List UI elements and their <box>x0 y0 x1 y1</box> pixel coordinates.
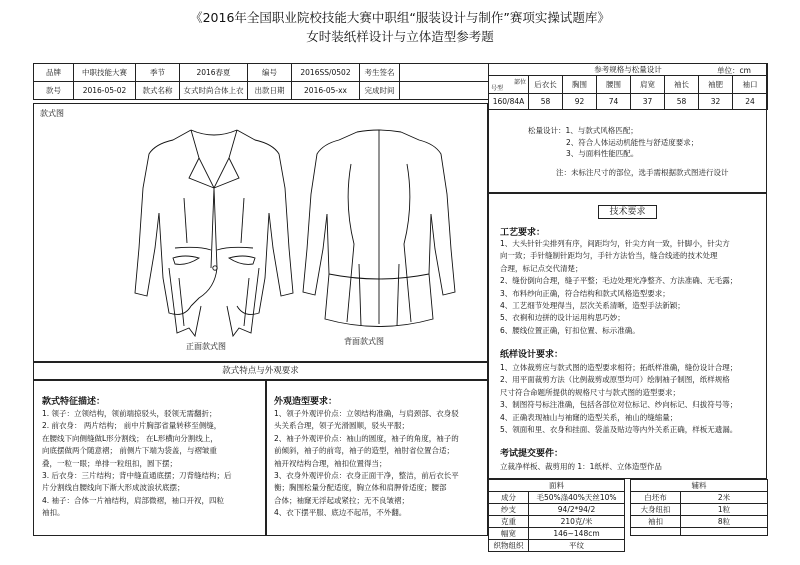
list-item: 1、大头针针尖排列有序，间距均匀，针尖方向一致，针脚小，针尖方 <box>500 239 730 248</box>
list-item: 2. 前衣身： 两片结构； 前中片胸部省量转移至侧缝， <box>42 421 222 431</box>
list-item: 6、腰线位置正确，钉扣位置、标示准确。 <box>500 325 640 335</box>
spec-column-header: 袖长 <box>665 76 699 94</box>
spec-table <box>488 63 768 110</box>
list-item: 1、立体裁剪应与款式图的造型要求相符；拓纸样准确，缝份设计合理； <box>500 363 738 372</box>
list-item: 1、领子外观评价点：立领结构准确，与肩颈部、衣身驳 <box>274 409 459 418</box>
list-item: 向一致；手针缝制针距均匀，手针方法恰当，缝合线迹的技术处理 <box>500 251 718 261</box>
features-left-list <box>42 408 232 520</box>
list-item: 向底摆做两个随意褶； 前侧片下端为袋盖，与褶皱重 <box>42 446 217 456</box>
accessories-header: 辅料 <box>631 480 768 492</box>
list-item: 3、制图符号标注准确，包括各部位对位标记、纱向标记、归拔符号等； <box>500 400 738 410</box>
list-item: 合理，标记点交代清楚； <box>500 263 583 273</box>
accessory-label: 袖扣 <box>631 516 681 528</box>
list-item: 袖扣。 <box>42 508 65 518</box>
accessory-value <box>681 528 768 536</box>
pattern-title: 纸样设计要求： <box>500 350 564 360</box>
fabric-value: 146~148cm <box>529 528 625 540</box>
accessory-value: 2米 <box>681 492 768 504</box>
info-label: 完成时间 <box>360 82 400 100</box>
spec-value: 32 <box>699 94 733 110</box>
list-item: 5、领面和里、衣身和挂面、袋盖及贴边等内外关系正确，样板无遗漏。 <box>500 425 738 435</box>
list-item: 叠，一粒一眼；单排一粒纽扣，圆下摆； <box>42 458 177 468</box>
submit-title: 考试提交要件： <box>500 449 564 459</box>
info-label: 季节 <box>136 64 180 82</box>
fabric-label: 成分 <box>489 492 529 504</box>
info-value: 2016春夏 <box>180 64 248 82</box>
spec-value: 37 <box>631 94 665 110</box>
back-drawing-caption: 背面款式图 <box>344 337 384 346</box>
spec-corner-bottom: 号型 <box>491 85 504 92</box>
ease-label: 松量设计： <box>528 126 566 135</box>
accessory-value: 8粒 <box>681 516 768 528</box>
list-item: 1. 领子：立领结构，领前端掠驳头，驳领无需翻折； <box>42 409 217 418</box>
list-item: 片分割线自腰线向下渐大形成波浪状底摆； <box>42 483 185 493</box>
info-value: 中职技能大赛 <box>74 64 136 82</box>
info-value: 2016-05-02 <box>74 82 136 100</box>
spec-column-header: 袖肥 <box>699 76 733 94</box>
list-item: 3、布料纱向正确，符合结构和款式风格造型要求； <box>500 288 670 298</box>
fabric-label: 克重 <box>489 516 529 528</box>
front-jacket-drawing <box>129 118 299 343</box>
tech-title-text: 技术要求 <box>598 205 656 219</box>
list-item: 4. 袖子：合体一片袖结构，肩部微褶，袖口开衩，四粒 <box>42 495 225 505</box>
accessory-value: 1粒 <box>681 504 768 516</box>
spec-column-header: 腰围 <box>597 76 631 94</box>
fabric-value: 94/2*94/2 <box>529 504 625 516</box>
spec-row-label: 160/84A <box>489 94 529 110</box>
features-right-title: 外观造型要求： <box>274 397 338 407</box>
info-value: 2016-05-xx <box>292 82 360 100</box>
spec-column-header: 胸围 <box>563 76 597 94</box>
list-item: 2、缝份倒向合理，缝子平整；毛边处理光净整齐、方法准确、无毛露； <box>500 276 738 286</box>
list-item: 3. 后衣身：三片结构；背中缝直通底摆；刀背缝结构；后 <box>42 471 232 481</box>
list-item: 尺寸符合命题所提供的规格尺寸与款式图的造型要求； <box>500 387 680 397</box>
ease-item: 2、符合人体运动机能性与舒适度要求； <box>566 137 699 147</box>
list-item: 在腰线下向侧缝做L形分割线； 在L形横向分割线上， <box>42 433 218 443</box>
features-left-title: 款式特征描述： <box>42 397 106 407</box>
submit-text: 立裁净样板、裁剪用的 1：1纸样、立体造型作品 <box>500 462 662 471</box>
info-label: 考生签名 <box>360 64 400 82</box>
accessory-label: 白坯布 <box>631 492 681 504</box>
info-label: 品牌 <box>34 64 74 82</box>
fabric-value: 平纹 <box>529 540 625 552</box>
ease-item: 3、与面料性能匹配。 <box>566 149 639 159</box>
fabric-header: 面料 <box>489 480 625 492</box>
list-item: 衡；胸围松量分配适度，胸立体和肩胛骨适度；腰部 <box>274 483 447 493</box>
info-label: 款号 <box>34 82 74 100</box>
features-header <box>33 362 488 380</box>
craft-title: 工艺要求： <box>500 228 546 238</box>
features-title: 款式特点与外观要求 <box>222 366 299 376</box>
list-item: 头关系合理，领子光滑圆顺，驳头平服； <box>274 421 409 431</box>
spec-value: 24 <box>733 94 768 110</box>
ease-note: 注：未标注尺寸的部位，选手需根据款式图进行设计 <box>556 168 729 177</box>
tech-section-title <box>488 204 767 217</box>
spec-value: 58 <box>665 94 699 110</box>
info-label: 出款日期 <box>248 82 292 100</box>
ease-item: 1、与款式风格匹配； <box>565 126 638 135</box>
list-item: 4、工艺细节处理得当，层次关系清晰，造型手法新颖； <box>500 301 685 311</box>
signature-field[interactable] <box>400 64 489 82</box>
list-item: 合体；袖窿无浮起或紧拉；无不良皱褶； <box>274 495 409 505</box>
list-item: 前倾斜，袖子的前弯，袖子的造型，袖肘省位置合适； <box>274 446 454 456</box>
spec-column-header: 袖口 <box>733 76 768 94</box>
info-value: 2016SS/0502 <box>292 64 360 82</box>
accessories-table <box>630 479 768 536</box>
fabric-table <box>488 479 625 552</box>
list-item: 袖开衩结构合理，袖扣位置得当； <box>274 458 387 468</box>
info-label: 款式名称 <box>136 82 180 100</box>
spec-column-header: 后衣长 <box>529 76 563 94</box>
page-title: 《2016年全国职业院校技能大赛中职组“服装设计与制作”赛项实操试题库》 <box>190 10 610 25</box>
spec-unit: 单位：cm <box>717 66 751 75</box>
fabric-label: 纱支 <box>489 504 529 516</box>
ease-design-block <box>528 125 698 160</box>
pattern-list <box>500 362 737 436</box>
fabric-label: 幅宽 <box>489 528 529 540</box>
craft-list <box>500 238 737 337</box>
back-jacket-drawing <box>299 124 459 344</box>
spec-value: 58 <box>529 94 563 110</box>
list-item: 4、衣下摆平服、底边不起吊，不外翻。 <box>274 508 407 518</box>
fabric-value: 210克/米 <box>529 516 625 528</box>
completion-time-field[interactable] <box>400 82 489 100</box>
fabric-value: 毛50%涤40%天丝10% <box>529 492 625 504</box>
list-item: 5、衣裥和边拼的设计运用构思巧妙； <box>500 313 625 323</box>
page-subtitle: 女时装纸样设计与立体造型参考题 <box>306 29 494 44</box>
spec-value: 74 <box>597 94 631 110</box>
spec-title: 参考规格与松量设计 <box>594 65 662 74</box>
list-item: 2、用平面裁剪方法（比例裁剪或原型均可）绘制袖子制图，纸样规格 <box>500 375 730 385</box>
fabric-label: 织物组织 <box>489 540 529 552</box>
features-right-list <box>274 408 459 520</box>
front-drawing-caption: 正面款式图 <box>186 342 226 351</box>
style-drawing-panel <box>33 103 488 362</box>
spec-corner-top: 部位 <box>513 79 526 86</box>
style-drawing-label: 款式图 <box>40 109 64 118</box>
list-item: 3、衣身外观评价点：衣身正面干净，整洁，前后衣长平 <box>274 471 459 481</box>
info-value: 女式时尚合体上衣 <box>180 82 248 100</box>
accessory-label <box>631 528 681 536</box>
accessory-label: 大身纽扣 <box>631 504 681 516</box>
spec-value: 92 <box>563 94 597 110</box>
spec-column-header: 肩宽 <box>631 76 665 94</box>
info-table <box>33 63 489 100</box>
list-item: 4、正确表现袖山与袖窿的造型关系，袖山的缝缩量； <box>500 412 678 422</box>
info-label: 编号 <box>248 64 292 82</box>
list-item: 2、袖子外观评价点：袖山的圆度，袖子的角度，袖子的 <box>274 433 459 443</box>
